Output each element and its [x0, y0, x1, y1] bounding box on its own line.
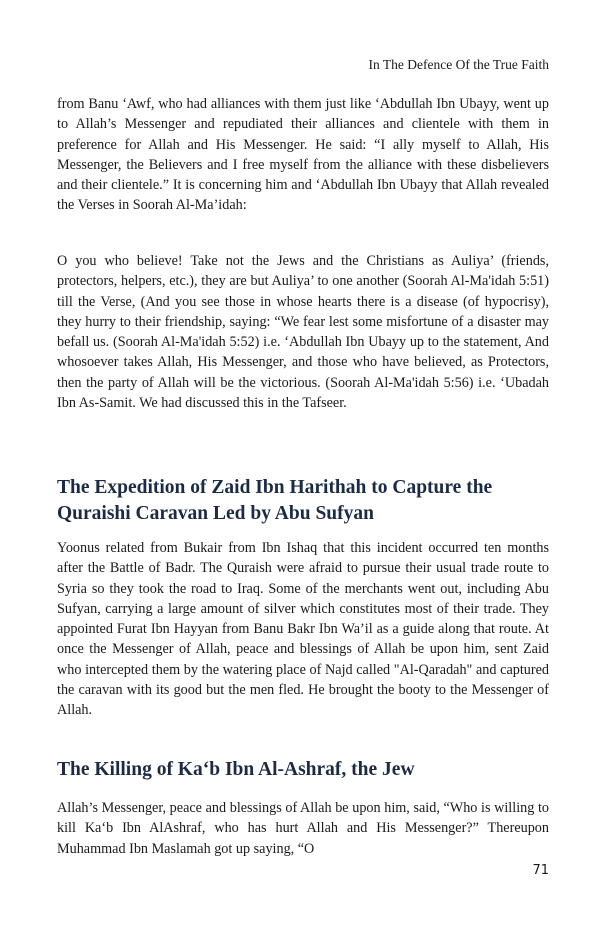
body-paragraph: Yoonus related from Bukair from Ibn Ishaq that this incident occurred ten months after the Battle of Badr. The Quraish were afraid to pursue their usual trade route to Syria so they took the road to Iraq. Some of the merchants went out, including Abu Sufyan, carrying a large amount of silver which constitutes most of their trade. They appointed Furat Ibn Hayyan from Banu Bakr Ibn Wa’il as a guide along that route. At once the Messenger of Allah, peace and blessings of Allah be upon him, sent Zaid who intercepted them by the watering place of Najd called "Al-Qaradah" and captured the caravan with its good but the men fled. He brought the booty to the Messenger of Allah. [57, 540, 549, 719]
running-header: In The Defence Of the True Faith [368, 57, 549, 72]
section-heading-zaid-expedition: The Expedition of Zaid Ibn Harithah to Capture the Quraishi Caravan Led by Abu Sufyan [57, 477, 493, 524]
page-number: 71 [532, 863, 549, 878]
section-heading-kab-killing: The Killing of Ka‘b Ibn Al-Ashraf, the Jew [57, 759, 415, 780]
quoted-verse-paragraph: O you who believe! Take not the Jews and the Christians as Auliya’ (friends, protectors, helpers, etc.), they are but Auliya’ to one another (Soorah Al-Ma'idah 5:51) till the Verse, (And you see those in whose hearts there is a disease (of hypocrisy), they hurry to their friendship, saying: “We fear lest some misfortune of a disaster may befall us. (Soorah Al-Ma'idah 5:52) i.e. ‘Abdullah Ibn Ubayy up to the statement, And whosoever takes Allah, His Messenger, and those who have believed, as Protectors, then the party of Allah will be the victorious. (Soorah Al-Ma'idah 5:56) i.e. ‘Ubadah Ibn As-Samit. We had discussed this in the Tafseer. [57, 253, 549, 412]
body-paragraph: Allah’s Messenger, peace and blessings of Allah be upon him, said, “Who is willing to kill Ka‘b Ibn AlAshraf, who has hurt Allah and His Messenger?” Thereupon Muhammad Ibn Maslamah got up saying, “O [57, 800, 549, 857]
body-paragraph: from Banu ‘Awf, who had alliances with them just like ‘Abdullah Ibn Ubayy, went up to Allah’s Messenger and repudiated their alliances and clientele with them in preference for Allah and His Messenger. He said: “I ally myself to Allah, His Messenger, the Believers and I free myself from the alliance with these disbelievers and their clientele.” It is concerning him and ‘Abdullah Ibn Ubayy that Allah revealed the Verses in Soorah Al-Ma’idah: [57, 96, 549, 214]
